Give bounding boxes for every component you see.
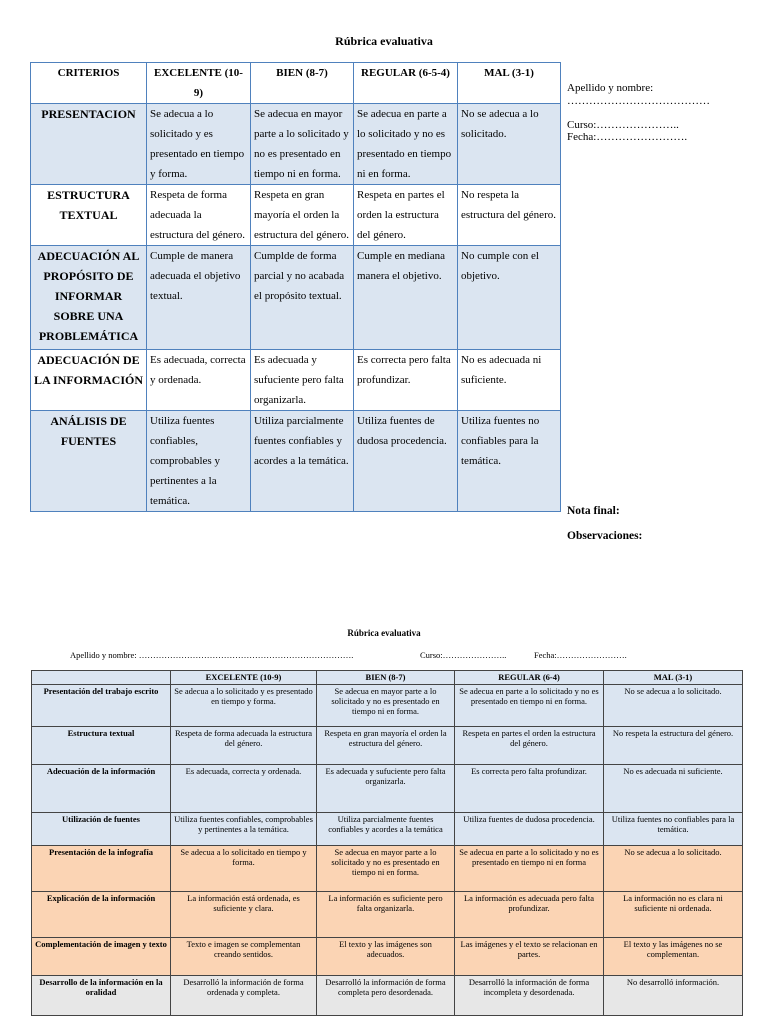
rubric1-header-row [31,63,561,104]
header-regular: REGULAR (6-5-4) [354,63,458,104]
rubric-cell: Se adecua a lo solicitado y es presentado en tiempo y forma. [171,685,317,727]
course-field: Curso:………………….. [567,119,679,131]
rubric-cell: Desarrolló la información de forma incompleta y desordenada. [455,976,604,1016]
criterion-cell: Complementación de imagen y texto [32,938,171,976]
rubric-cell: Cumple en mediana manera el objetivo. [354,246,458,350]
rubric-cell: Se adecua a lo solicitado y es presentado en tiempo y forma. [147,104,251,185]
rubric-cell: Respeta en partes el orden la estructura del género. [354,185,458,246]
criterion-cell: Utilización de fuentes [32,813,171,846]
date-field: Fecha:……………………. [567,131,688,143]
name-label: Apellido y nombre: [567,82,654,94]
rubric-cell: El texto y las imágenes son adecuados. [317,938,455,976]
rubric-cell: Respeta de forma adecuada la estructura del género. [171,727,317,765]
rubric-cell: No respeta la estructura del género. [604,727,743,765]
table-row [31,185,561,246]
rubric-cell: Respeta en gran mayoría el orden la estructura del género. [317,727,455,765]
rubric-cell: Se adecua en parte a lo solicitado y no es presentado en tiempo ni en forma. [455,685,604,727]
rubric-cell: Es correcta pero falta profundizar. [354,350,458,411]
header-bien: BIEN (8-7) [317,671,455,685]
rubric-cell: El texto y las imágenes no se complementan. [604,938,743,976]
rubric-cell: Utiliza fuentes de dudosa procedencia. [455,813,604,846]
rubric-cell: No desarrolló información. [604,976,743,1016]
header-excelente: EXCELENTE (10-9) [147,63,251,104]
criterion-cell: Desarrollo de la información en la oralidad [32,976,171,1016]
rubric-cell: La información es adecuada pero falta profundizar. [455,892,604,938]
rubric-cell: Utiliza fuentes confiables, comprobables y pertinentes a la temática. [147,411,251,512]
rubric-cell: No es adecuada ni suficiente. [458,350,561,411]
table-row [32,938,743,976]
rubric-cell: No se adecua a lo solicitado. [604,846,743,892]
criterion-cell: Estructura textual [32,727,171,765]
criterion-cell: ADECUACIÓN DE LA INFORMACIÓN [31,350,147,411]
header-criterio [32,671,171,685]
criterion-cell: Presentación de la infografía [32,846,171,892]
rubric-cell: Se adecua en mayor parte a lo solicitado y no es presentado en tiempo ni en forma. [317,846,455,892]
rubric-cell: Se adecua a lo solicitado en tiempo y forma. [171,846,317,892]
rubric-cell: No es adecuada ni suficiente. [604,765,743,813]
criterion-cell: ANÁLISIS DE FUENTES [31,411,147,512]
table-row [31,246,561,350]
table-row [32,846,743,892]
rubric-cell: La información está ordenada, es suficiente y clara. [171,892,317,938]
criterion-cell: Adecuación de la información [32,765,171,813]
rubric-cell: Es adecuada y sufuciente pero falta organizarla. [251,350,354,411]
rubric-cell: Es adecuada, correcta y ordenada. [171,765,317,813]
table-row [32,727,743,765]
rubric-cell: Utiliza fuentes no confiables para la temática. [458,411,561,512]
rubric-cell: Las imágenes y el texto se relacionan en partes. [455,938,604,976]
header-mal: MAL (3-1) [458,63,561,104]
rubric-cell: Utiliza fuentes de dudosa procedencia. [354,411,458,512]
header-criterios: CRITERIOS [31,63,147,104]
rubric-cell: Utiliza parcialmente fuentes confiables y acordes a la temática [317,813,455,846]
criterion-cell: ESTRUCTURA TEXTUAL [31,185,147,246]
rubric-cell: Utiliza parcialmente fuentes confiables y acordes a la temática. [251,411,354,512]
table-row [32,976,743,1016]
rubric2-title: Rúbrica evaluativa [347,628,421,638]
rubric-cell: Se adecua en mayor parte a lo solicitado y no es presentado en tiempo ni en forma. [317,685,455,727]
rubric2-name-field: Apellido y nombre: …………………………………………………………………. [70,650,354,660]
rubric-cell: Respeta de forma adecuada la estructura del género. [147,185,251,246]
header-regular: REGULAR (6-4) [455,671,604,685]
rubric-cell: Se adecua en parte a lo solicitado y no es presentado en tiempo ni en forma [455,846,604,892]
rubric-cell: Desarrolló la información de forma ordenada y completa. [171,976,317,1016]
table-row [32,765,743,813]
table-row [31,411,561,512]
rubric1-table [30,62,561,512]
header-bien: BIEN (8-7) [251,63,354,104]
criterion-cell: Presentación del trabajo escrito [32,685,171,727]
rubric-cell: No se adecua a lo solicitado. [604,685,743,727]
rubric1-title: Rúbrica evaluativa [335,34,433,48]
table-row [32,813,743,846]
rubric-cell: Se adecua en mayor parte a lo solicitado y no es presentado en tiempo ni en forma. [251,104,354,185]
final-grade-label: Nota final: [567,505,620,517]
rubric2-date-field: Fecha:……………………. [534,650,627,660]
rubric-cell: Utiliza fuentes no confiables para la temática. [604,813,743,846]
rubric2-header-row [32,671,743,685]
header-mal: MAL (3-1) [604,671,743,685]
rubric-cell: Cumplde de forma parcial y no acabada el propósito textual. [251,246,354,350]
rubric-cell: Respeta en partes el orden la estructura del género. [455,727,604,765]
name-field: ………………………………… [567,95,710,107]
criterion-cell: ADECUACIÓN AL PROPÓSITO DE INFORMAR SOBRE UNA PROBLEMÁTICA [31,246,147,350]
rubric-cell: Texto e imagen se complementan creando sentidos. [171,938,317,976]
rubric-cell: La información no es clara ni suficiente ni ordenada. [604,892,743,938]
criterion-cell: Explicación de la información [32,892,171,938]
rubric2-course-field: Curso:………………….. [420,650,507,660]
rubric-cell: Es adecuada y sufuciente pero falta organizarla. [317,765,455,813]
rubric-cell: No se adecua a lo solicitado. [458,104,561,185]
rubric-cell: Cumple de manera adecuada el objetivo textual. [147,246,251,350]
criterion-cell: PRESENTACION [31,104,147,185]
rubric-cell: La información es suficiente pero falta organizarla. [317,892,455,938]
table-row [32,685,743,727]
rubric-cell: Desarrolló la información de forma completa pero desordenada. [317,976,455,1016]
rubric-cell: Respeta en gran mayoría el orden la estructura del género. [251,185,354,246]
rubric-cell: No respeta la estructura del género. [458,185,561,246]
rubric-cell: No cumple con el objetivo. [458,246,561,350]
rubric-cell: Es adecuada, correcta y ordenada. [147,350,251,411]
observations-label: Observaciones: [567,530,643,542]
header-excelente: EXCELENTE (10-9) [171,671,317,685]
rubric-cell: Se adecua en parte a lo solicitado y no es presentado en tiempo ni en forma. [354,104,458,185]
rubric-cell: Es correcta pero falta profundizar. [455,765,604,813]
rubric-cell: Utiliza fuentes confiables, comprobables y pertinentes a la temática. [171,813,317,846]
rubric2-table [31,670,743,1016]
table-row [31,350,561,411]
table-row [32,892,743,938]
table-row [31,104,561,185]
